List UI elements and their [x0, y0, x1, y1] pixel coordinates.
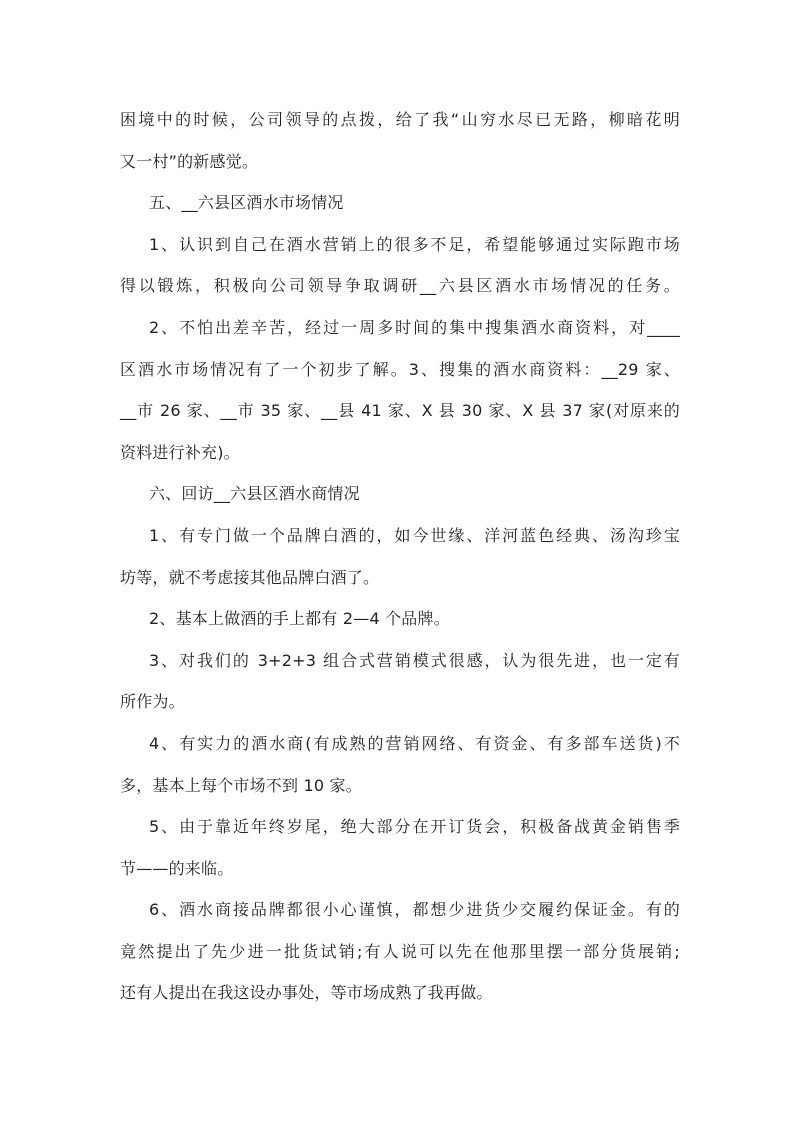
paragraph-line: 6、酒水商接品牌都很小心谨慎，都想少进货少交履约保证金。有的 — [149, 900, 680, 920]
paragraph-line: 竟然提出了先少进一批货试销;有人说可以先在他那里摆一部分货展销; — [120, 941, 680, 961]
paragraph-line: 节——的来临。 — [120, 858, 234, 878]
paragraph-line: 还有人提出在我这设办事处，等市场成熟了我再做。 — [120, 983, 493, 1003]
paragraph-line: 困境中的时候，公司领导的点拨，给了我“山穷水尽已无路，柳暗花明 — [120, 110, 680, 129]
document-body — [120, 99, 680, 1014]
paragraph-line: 4、有实力的酒水商(有成熟的营销网络、有资金、有多部车送货)不 — [149, 733, 680, 753]
paragraph-line: 坊等，就不考虑接其他品牌白酒了。 — [120, 567, 380, 587]
paragraph-line: 资料进行补充)。 — [120, 442, 240, 462]
paragraph-line: 2、不怕出差辛苦，经过一周多时间的集中搜集酒水商资料，对____ — [149, 317, 680, 337]
paragraph-line: 1、认识到自己在酒水营销上的很多不足，希望能够通过实际跑市场 — [149, 234, 680, 254]
paragraph-line: __市 26 家、__市 35 家、__县 41 家、X 县 30 家、X 县 37 家(对原来的 — [120, 401, 680, 421]
paragraph-line: 所作为。 — [120, 692, 185, 712]
section-heading-5: 五、__六县区酒水市场情况 — [149, 193, 344, 213]
paragraph-line: 2、基本上做酒的手上都有 2—4 个品牌。 — [149, 609, 450, 629]
paragraph-line: 区酒水市场情况有了一个初步了解。3、搜集的酒水商资料：__29 家、 — [120, 359, 680, 379]
section-heading-6: 六、回访__六县区酒水商情况 — [149, 484, 360, 504]
paragraph-line: 3、对我们的 3+2+3 组合式营销模式很感，认为很先进，也一定有 — [149, 650, 680, 670]
paragraph-line: 5、由于靠近年终岁尾，绝大部分在开订货会，积极备战黄金销售季 — [149, 817, 680, 837]
paragraph-line: 1、有专门做一个品牌白酒的，如今世缘、洋河蓝色经典、汤沟珍宝 — [149, 525, 680, 545]
paragraph-line: 得以锻炼，积极向公司领导争取调研__六县区酒水市场情况的任务。 — [120, 276, 680, 296]
paragraph-line: 又一村”的新感觉。 — [120, 151, 259, 171]
paragraph-line: 多，基本上每个市场不到 10 家。 — [120, 775, 362, 795]
